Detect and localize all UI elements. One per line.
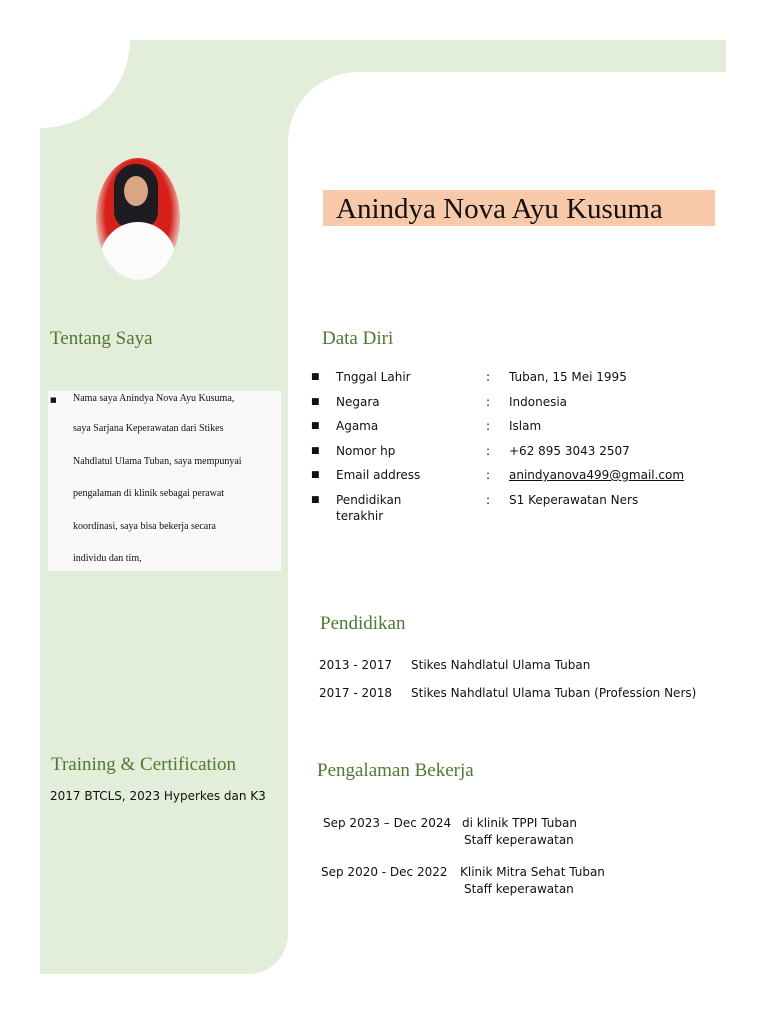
data-separator: : <box>486 444 491 458</box>
data-value-country: Indonesia <box>509 395 568 409</box>
pendidikan-heading: Pendidikan <box>320 613 406 634</box>
data-diri-heading: Data Diri <box>322 328 394 349</box>
experience-place: di klinik TPPI Tuban <box>462 816 577 830</box>
photo-uniform <box>100 222 176 280</box>
data-separator: : <box>486 395 491 409</box>
email-link[interactable]: anindyanova499@gmail.com <box>509 468 685 482</box>
full-name: Anindya Nova Ayu Kusuma <box>336 193 663 225</box>
experience-role: Staff keperawatan <box>464 833 574 847</box>
about-heading: Tentang Saya <box>50 328 153 349</box>
education-years: 2013 - 2017 <box>319 658 393 672</box>
data-value-birth: Tuban, 15 Mei 1995 <box>509 370 627 384</box>
data-value-religion: Islam <box>509 419 542 433</box>
about-line: Nahdlatul Ulama Tuban, saya mempunyai <box>73 456 242 467</box>
experience-period: Sep 2020 - Dec 2022 <box>321 865 448 879</box>
data-value-phone: +62 895 3043 2507 <box>509 444 630 458</box>
data-label-email: Email address <box>336 468 421 482</box>
data-separator: : <box>486 468 491 482</box>
square-bullet-icon: ■ <box>311 421 320 431</box>
experience-period: Sep 2023 – Dec 2024 <box>323 816 452 830</box>
square-bullet-icon: ■ <box>311 397 320 407</box>
about-line: pengalaman di klinik sebagai perawat <box>73 488 225 499</box>
education-school: Stikes Nahdlatul Ulama Tuban <box>411 658 591 672</box>
top-band <box>130 40 726 72</box>
data-value-education: S1 Keperawatan Ners <box>509 493 639 507</box>
about-line: individu dan tim, <box>73 553 142 564</box>
data-separator: : <box>486 419 491 433</box>
pengalaman-heading: Pengalaman Bekerja <box>317 760 474 781</box>
data-label-education: Pendidikan <box>336 493 402 507</box>
training-text: 2017 BTCLS, 2023 Hyperkes dan K3 <box>50 789 266 803</box>
data-label-education-cont: terakhir <box>336 509 384 523</box>
education-school: Stikes Nahdlatul Ulama Tuban (Profession Ners) <box>411 686 697 700</box>
training-heading: Training & Certification <box>51 754 237 775</box>
about-line: koordinasi, saya bisa bekerja secara <box>73 521 216 532</box>
data-label-birth: Tnggal Lahir <box>336 370 411 384</box>
data-label-religion: Agama <box>336 419 379 433</box>
about-line: saya Sarjana Keperawatan dari Stikes <box>73 423 224 434</box>
education-years: 2017 - 2018 <box>319 686 393 700</box>
square-bullet-icon: ■ <box>50 396 57 404</box>
square-bullet-icon: ■ <box>311 495 320 505</box>
data-separator: : <box>486 493 491 507</box>
square-bullet-icon: ■ <box>311 372 320 382</box>
about-box <box>48 391 281 571</box>
data-label-country: Negara <box>336 395 380 409</box>
data-label-phone: Nomor hp <box>336 444 396 458</box>
square-bullet-icon: ■ <box>311 470 320 480</box>
photo-face <box>124 176 148 206</box>
experience-place: Klinik Mitra Sehat Tuban <box>460 865 605 879</box>
square-bullet-icon: ■ <box>311 446 320 456</box>
about-line: Nama saya Anindya Nova Ayu Kusuma, <box>73 393 235 404</box>
profile-photo <box>96 158 180 280</box>
data-separator: : <box>486 370 491 384</box>
experience-role: Staff keperawatan <box>464 882 574 896</box>
